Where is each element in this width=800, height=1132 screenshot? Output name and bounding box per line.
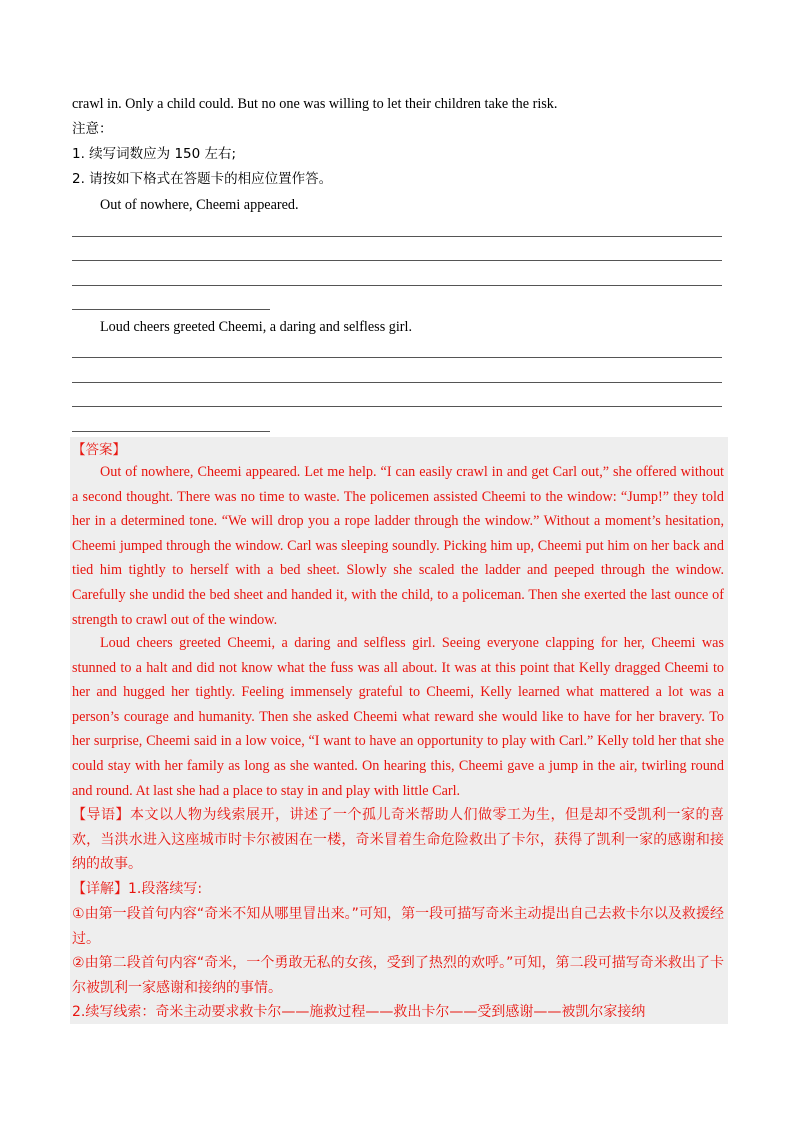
- answer-line: [72, 382, 722, 383]
- answer-line: [72, 236, 722, 237]
- answer-paragraph-2: Loud cheers greeted Cheemi, a daring and selfless girl. Seeing everyone clapping for her, Cheemi was stunned to a halt and did not know what the fuss was all about. It was at this point that Kelly dragged Cheemi to her and hugged her tightly. Feeling immensely grateful to Cheemi, Kelly learned what mattered a lot was a person’s courage and humanity. Then she asked Cheemi what reward she would like to have for her bravery. To her surprise, Cheemi said in a low voice, “I want to have an opportunity to play with Carl.” Kelly told her that she could stay with her family as long as she wanted. On hearing this, Cheemi gave a jump in the air, twirling round and round. At last she had a place to stay in and play with little Carl.: [72, 635, 724, 799]
- detail-label: 【详解】: [72, 881, 128, 897]
- notice-heading: 注意：: [72, 121, 113, 137]
- answer-paragraph-1: Out of nowhere, Cheemi appeared. Let me help. “I can easily crawl in and get Carl out,” she offered without a second thought. There was no time to waste. The policemen assisted Cheemi to the window: “Jump!” they told her in a determined tone. “We will drop you a rope ladder through the window.” Without a moment’s hesitation, Cheemi jumped through the window. Carl was sleeping soundly. Picking him up, Cheemi put him on her back and tied him tightly to herself with a bed sheet. Slowly she scaled the ladder and peeped through the window. Carefully she undid the bed sheet and handed it, with the child, to a policeman. Then she exerted the last ounce of strength to crawl out of the window.: [72, 464, 724, 628]
- answer-line: [72, 285, 722, 286]
- guide-label: 【导语】: [72, 807, 130, 823]
- answer-label: 【答案】: [72, 442, 126, 458]
- detail-heading: [72, 877, 724, 902]
- answer-line: [72, 260, 722, 261]
- answer-line-short: [72, 309, 270, 310]
- intro-tail-text: crawl in. Only a child could. But no one was willing to let their children take the risk.: [72, 96, 558, 112]
- guide-section: [72, 803, 724, 877]
- detail-subheading-2: 2.续写线索：奇米主动要求救卡尔——施救过程——救出卡尔——受到感谢——被凯尔家接纳: [72, 1004, 646, 1020]
- answer-line: [72, 357, 722, 358]
- prompt-paragraph-1: Out of nowhere, Cheemi appeared.: [100, 197, 299, 213]
- detail-point-2: ②由第二段首句内容“奇米，一个勇敢无私的女孩，受到了热烈的欢呼。”可知，第二段可描写奇米救出了卡尔被凯利一家感谢和接纳的事情。: [72, 955, 724, 996]
- notice-item-1: 1. 续写词数应为 150 左右;: [72, 146, 237, 162]
- answer-line: [72, 406, 722, 407]
- detail-subheading-1: 1.段落续写:: [128, 881, 203, 897]
- guide-text: 本文以人物为线索展开，讲述了一个孤儿奇米帮助人们做零工为生，但是却不受凯利一家的喜欢，当洪水进入这座城市时卡尔被困在一楼，奇米冒着生命危险救出了卡尔，获得了凯利一家的感谢和接纳的故事。: [72, 807, 724, 873]
- notice-item-2: 2. 请按如下格式在答题卡的相应位置作答。: [72, 171, 333, 187]
- answer-line-short: [72, 431, 270, 432]
- detail-point-1: ①由第一段首句内容“奇米不知从哪里冒出来。”可知，第一段可描写奇米主动提出自己去救卡尔以及救援经过。: [72, 906, 724, 947]
- prompt-paragraph-2: Loud cheers greeted Cheemi, a daring and selfless girl.: [100, 319, 413, 335]
